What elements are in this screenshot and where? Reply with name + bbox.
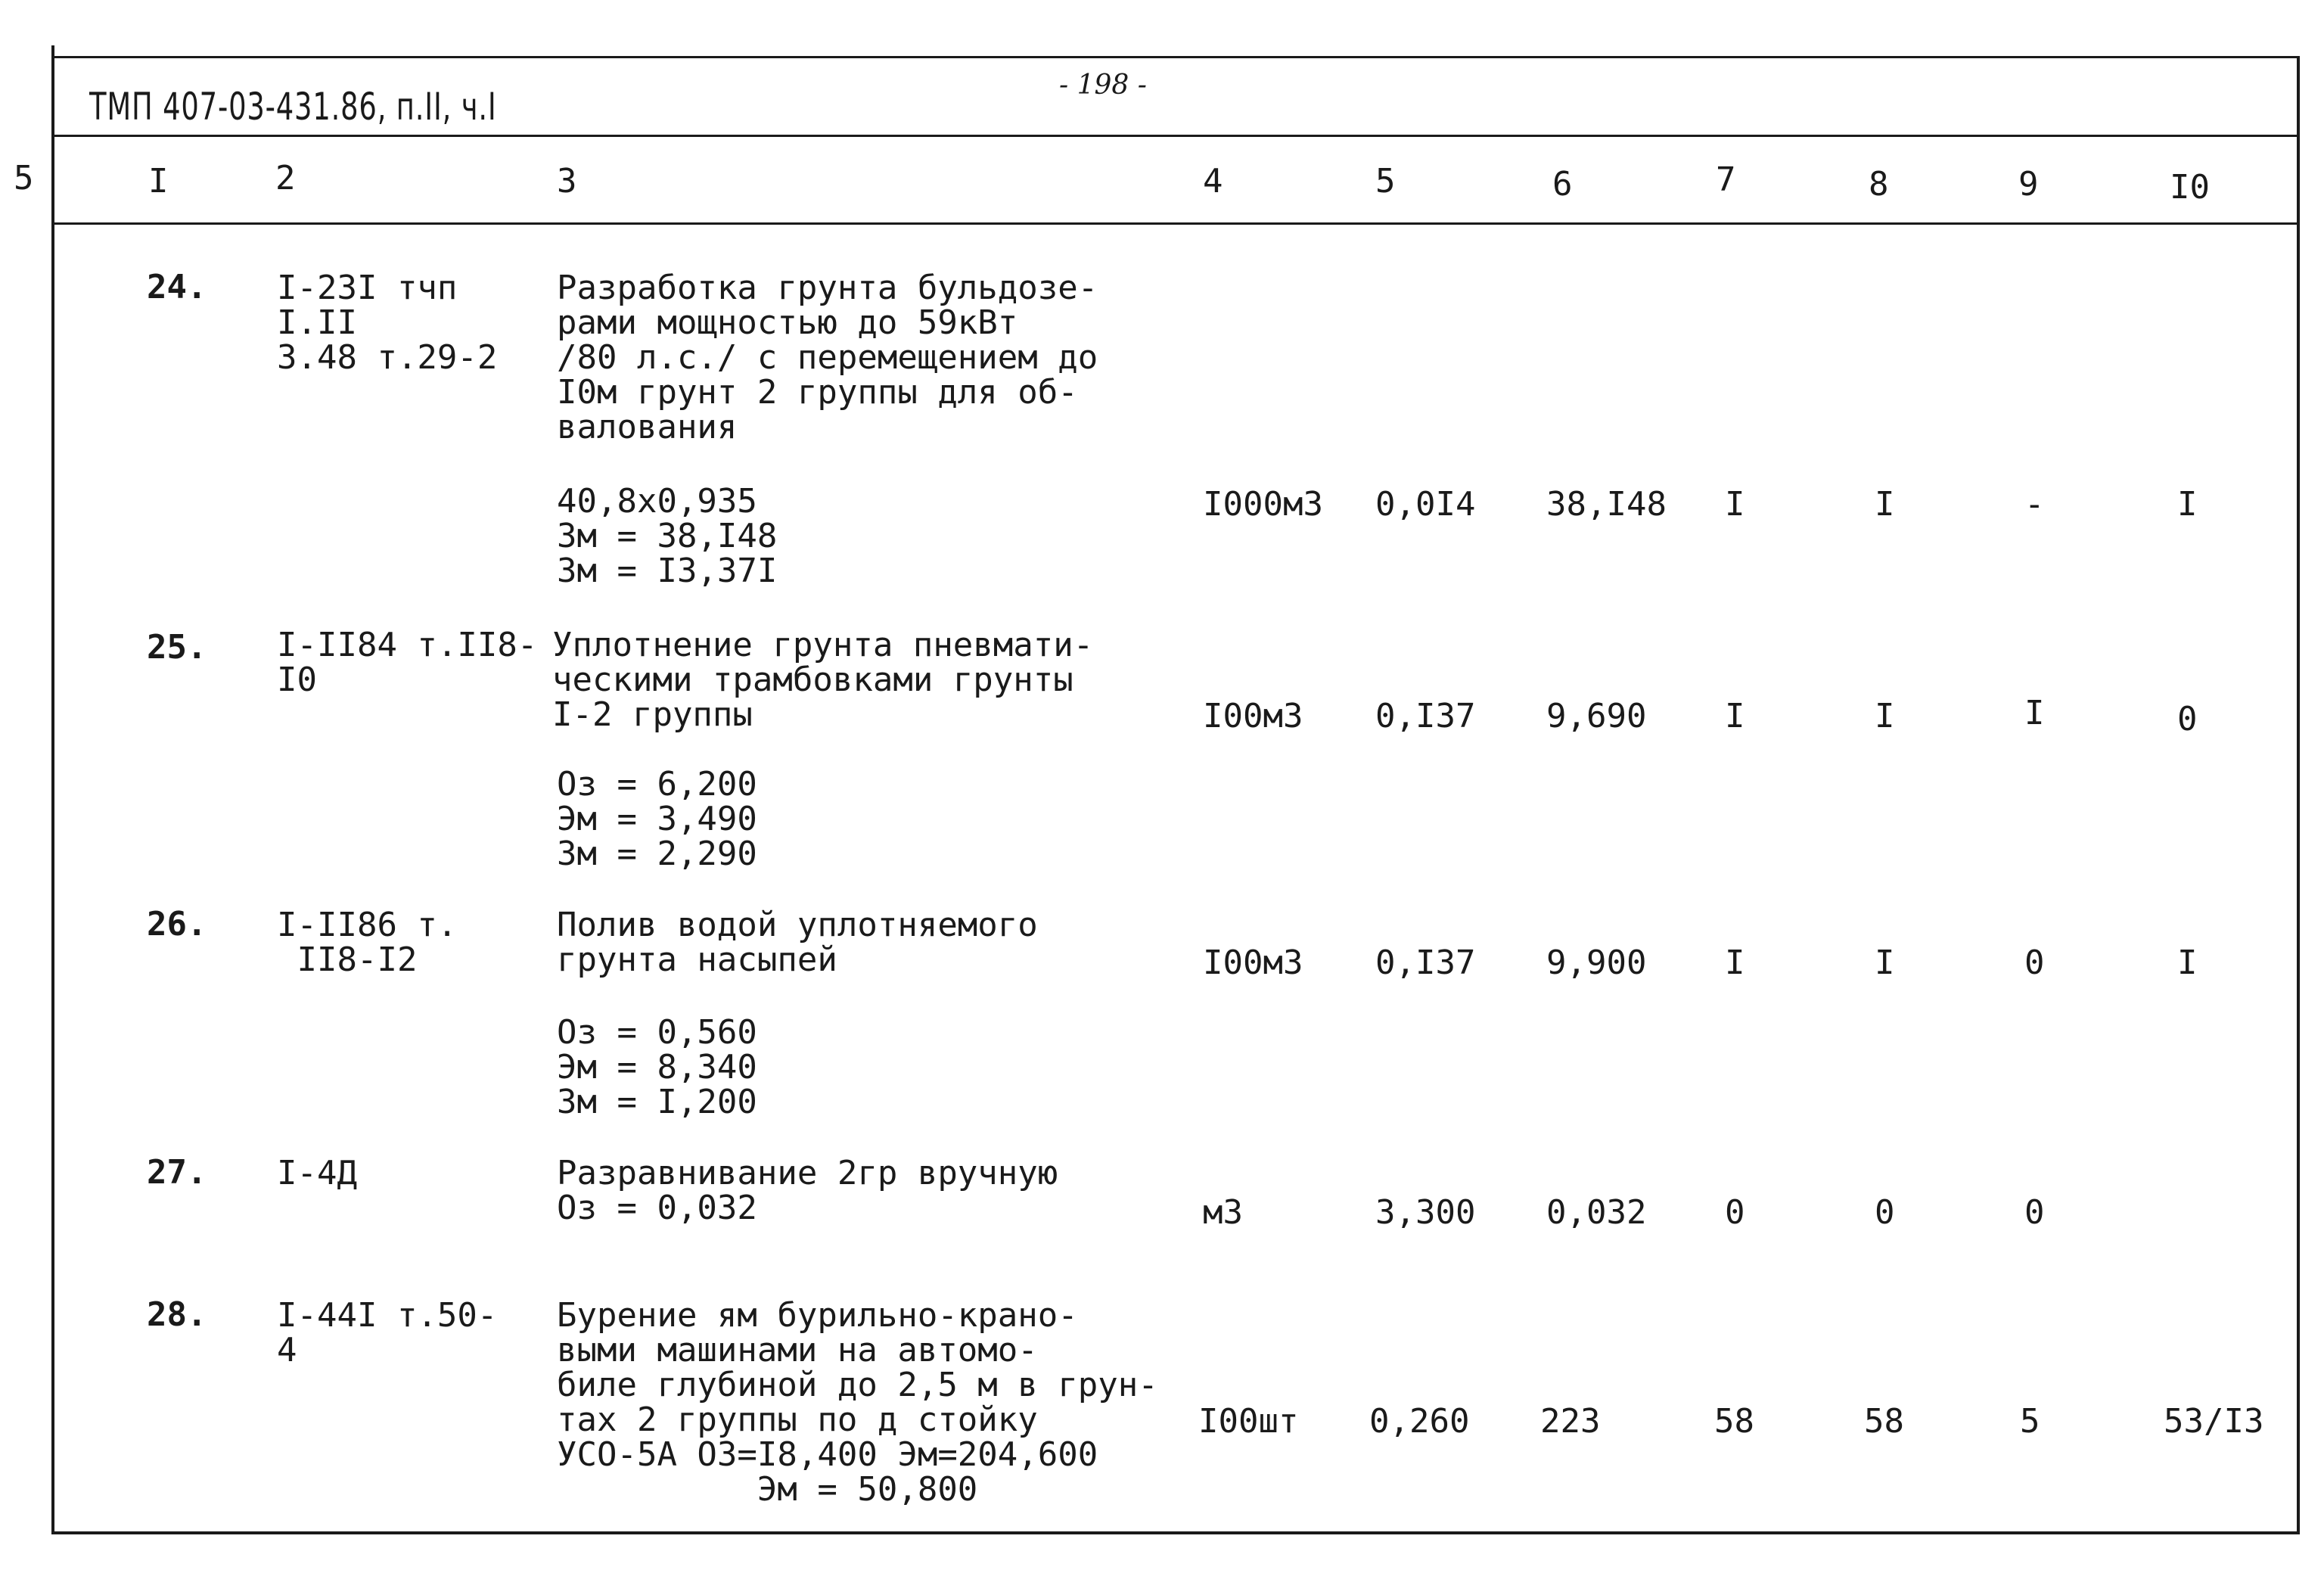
quantity: 0,I37 — [1375, 943, 1476, 982]
column-header: 9 — [2018, 165, 2039, 204]
value-col9: I — [2024, 694, 2045, 732]
value-col9: - — [2024, 485, 2045, 524]
header-rule — [53, 135, 2300, 137]
work-description: Разравнивание 2гр вручную Оз = 0,032 — [557, 1154, 1058, 1227]
norm-code: I-II84 т.II8- I0 — [277, 626, 538, 699]
unit: I000м3 — [1203, 485, 1323, 524]
top-border — [53, 56, 2300, 58]
value-col10: I — [2177, 943, 2198, 982]
work-description: Уплотнение грунта пневмати- ческими трамбовками грунты I-2 группы — [552, 626, 1094, 734]
value-col6: 0,032 — [1546, 1193, 1647, 1232]
right-border — [2297, 58, 2300, 1533]
column-header: 2 — [275, 159, 296, 197]
column-header: 8 — [1869, 165, 1889, 204]
value-col10: I — [2177, 485, 2198, 524]
calculation: Оз = 6,200 Эм = 3,490 Зм = 2,290 — [557, 765, 757, 873]
value-col7: I — [1725, 697, 1745, 735]
margin-mark: 5 — [14, 159, 34, 197]
value-col6: 9,900 — [1546, 943, 1647, 982]
norm-code: I-4Д — [277, 1154, 357, 1192]
value-col7: I — [1725, 943, 1745, 982]
norm-code: I-44I т.50- 4 — [277, 1296, 498, 1369]
value-col6: 9,690 — [1546, 697, 1647, 735]
column-header: 7 — [1716, 160, 1736, 199]
unit: I00м3 — [1203, 943, 1303, 982]
row-number: 24. — [147, 268, 207, 306]
column-header: I — [148, 162, 169, 201]
value-col8: 58 — [1864, 1402, 1904, 1441]
work-description: Разработка грунта бульдозе- рами мощностью до 59кВт /80 л.с./ с перемещением до I0м грунт 2 группы для об- валования — [557, 269, 1098, 446]
value-col9: 0 — [2024, 943, 2045, 982]
column-header: 5 — [1375, 162, 1396, 201]
unit: I00шт — [1198, 1402, 1299, 1441]
quantity: 3,300 — [1375, 1193, 1476, 1232]
column-header: I0 — [2170, 168, 2210, 207]
value-col9: 0 — [2024, 1193, 2045, 1232]
value-col7: 58 — [1714, 1402, 1754, 1441]
column-header: 3 — [557, 162, 577, 201]
bottom-border — [53, 1531, 2300, 1534]
value-col7: 0 — [1725, 1193, 1745, 1232]
row-number: 26. — [147, 905, 207, 943]
value-col6: 223 — [1540, 1402, 1601, 1441]
norm-code: I-II86 т. II8-I2 — [277, 906, 458, 979]
value-col10: 53/I3 — [2164, 1402, 2264, 1441]
value-col6: 38,I48 — [1546, 485, 1667, 524]
left-border — [51, 45, 54, 1534]
value-col10: 0 — [2177, 700, 2198, 738]
page-number: - 198 - — [1059, 70, 1147, 101]
value-col8: 0 — [1875, 1193, 1895, 1232]
value-col8: I — [1875, 485, 1895, 524]
column-header-rule — [53, 222, 2300, 225]
column-header: 4 — [1203, 162, 1223, 201]
calculation: 40,8х0,935 Зм = 38,I48 Зм = I3,37I — [557, 482, 778, 590]
row-number: 28. — [147, 1295, 207, 1334]
column-header: 6 — [1552, 165, 1573, 204]
quantity: 0,260 — [1369, 1402, 1470, 1441]
unit: м3 — [1203, 1193, 1243, 1232]
calculation: Оз = 0,560 Эм = 8,340 Зм = I,200 — [557, 1013, 757, 1121]
value-col8: I — [1875, 943, 1895, 982]
norm-code: I-23I тчп I.II 3.48 т.29-2 — [277, 269, 498, 377]
value-col9: 5 — [2020, 1402, 2040, 1441]
value-col8: I — [1875, 697, 1895, 735]
document-stamp: ТМП 407-03-431.86, п.II, ч.I — [89, 85, 497, 129]
quantity: 0,I37 — [1375, 697, 1476, 735]
quantity: 0,0I4 — [1375, 485, 1476, 524]
row-number: 25. — [147, 628, 207, 667]
work-description: Полив водой уплотняемого грунта насыпей — [557, 906, 1038, 979]
value-col7: I — [1725, 485, 1745, 524]
row-number: 27. — [147, 1153, 207, 1192]
work-description: Бурение ям бурильно-крано- выми машинами на автомо- биле глубиной до 2,5 м в грун- тах 2 группы по д стойку УСО-5А ОЗ=I8,400 Эм=204,600 Эм = 50,800 — [557, 1296, 1158, 1509]
unit: I00м3 — [1203, 697, 1303, 735]
